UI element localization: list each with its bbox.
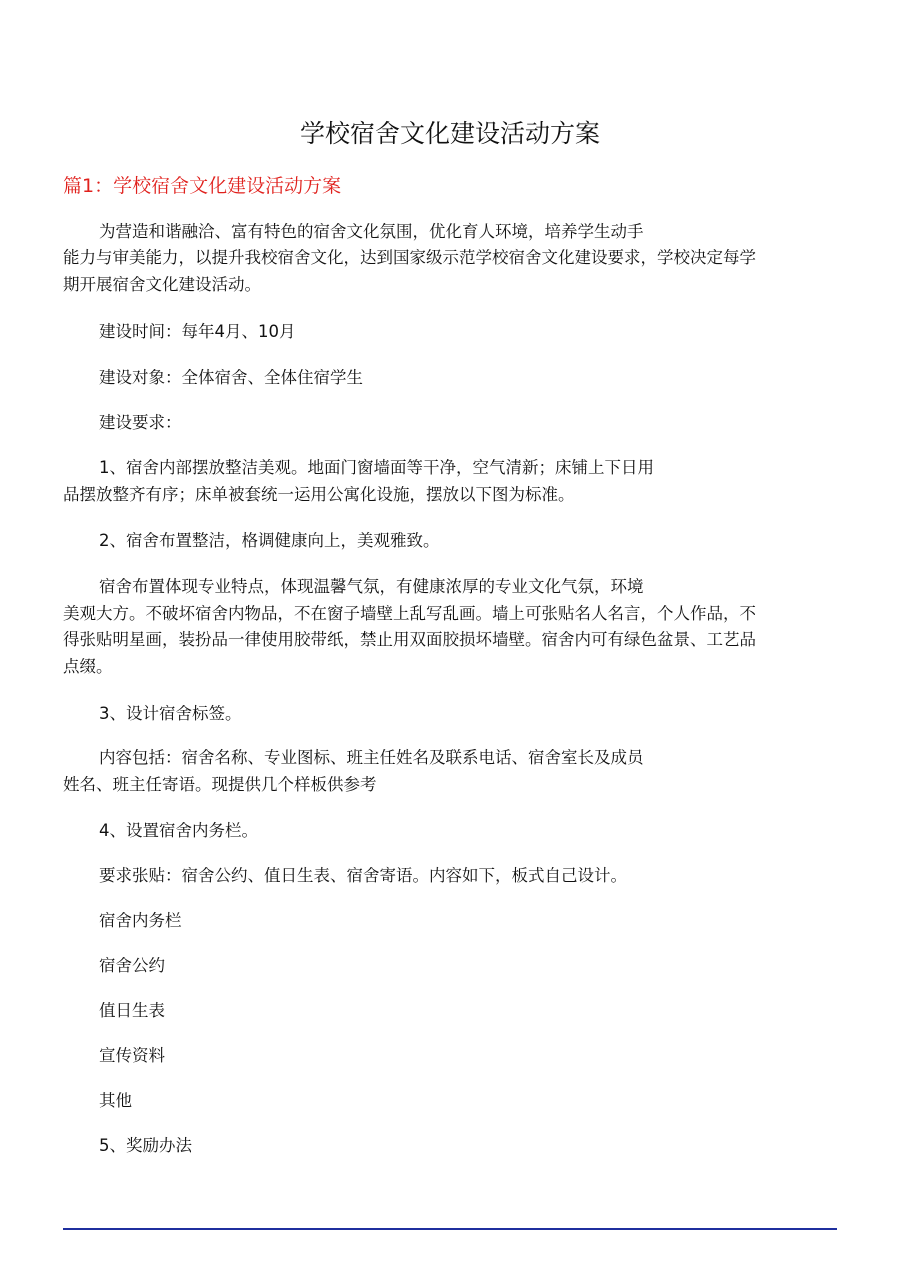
section-heading: 篇1：学校宿舍文化建设活动方案 <box>63 175 342 197</box>
paragraph-line: 宿舍布置体现专业特点，体现温馨气氛，有健康浓厚的专业文化气氛，环境 <box>99 577 644 596</box>
paragraph-line: 期开展宿舍文化建设活动。 <box>63 275 261 294</box>
paragraph-line: 4、设置宿舍内务栏。 <box>99 821 258 840</box>
paragraph-line: 宣传资料 <box>99 1046 165 1065</box>
paragraph-line: 建设时间：每年4月、10月 <box>99 322 296 341</box>
paragraph-line: 为营造和谐融洽、富有特色的宿舍文化氛围，优化育人环境，培养学生动手 <box>99 222 644 241</box>
paragraph-line: 能力与审美能力，以提升我校宿舍文化，达到国家级示范学校宿舍文化建设要求，学校决定每学 <box>63 248 756 267</box>
paragraph-line: 点缀。 <box>63 657 113 676</box>
paragraph-line: 宿舍内务栏 <box>99 911 182 930</box>
paragraph-line: 宿舍公约 <box>99 956 165 975</box>
document-title: 学校宿舍文化建设活动方案 <box>299 119 600 148</box>
paragraph-line: 建设要求： <box>99 413 182 432</box>
footer-divider <box>63 1228 837 1230</box>
paragraph-line: 5、奖励办法 <box>99 1136 192 1155</box>
paragraph-line: 得张贴明星画，装扮品一律使用胶带纸，禁止用双面胶损坏墙壁。宿舍内可有绿色盆景、工艺品 <box>63 630 756 649</box>
paragraph-line: 姓名、班主任寄语。现提供几个样板供参考 <box>63 775 377 794</box>
paragraph-line: 3、设计宿舍标签。 <box>99 704 242 723</box>
paragraph-line: 值日生表 <box>99 1001 165 1020</box>
paragraph-line: 要求张贴：宿舍公约、值日生表、宿舍寄语。内容如下，板式自己设计。 <box>99 866 627 885</box>
paragraph-line: 内容包括：宿舍名称、专业图标、班主任姓名及联系电话、宿舍室长及成员 <box>99 748 644 767</box>
paragraph-line: 建设对象：全体宿舍、全体住宿学生 <box>99 368 363 387</box>
paragraph-line: 其他 <box>99 1091 132 1110</box>
paragraph-line: 2、宿舍布置整洁，格调健康向上，美观雅致。 <box>99 531 440 550</box>
paragraph-line: 1、宿舍内部摆放整洁美观。地面门窗墙面等干净，空气清新；床铺上下日用 <box>99 458 654 477</box>
paragraph-line: 品摆放整齐有序；床单被套统一运用公寓化设施，摆放以下图为标准。 <box>63 485 575 504</box>
paragraph-line: 美观大方。不破坏宿舍内物品，不在窗子墙壁上乱写乱画。墙上可张贴名人名言，个人作品，不 <box>63 604 756 623</box>
